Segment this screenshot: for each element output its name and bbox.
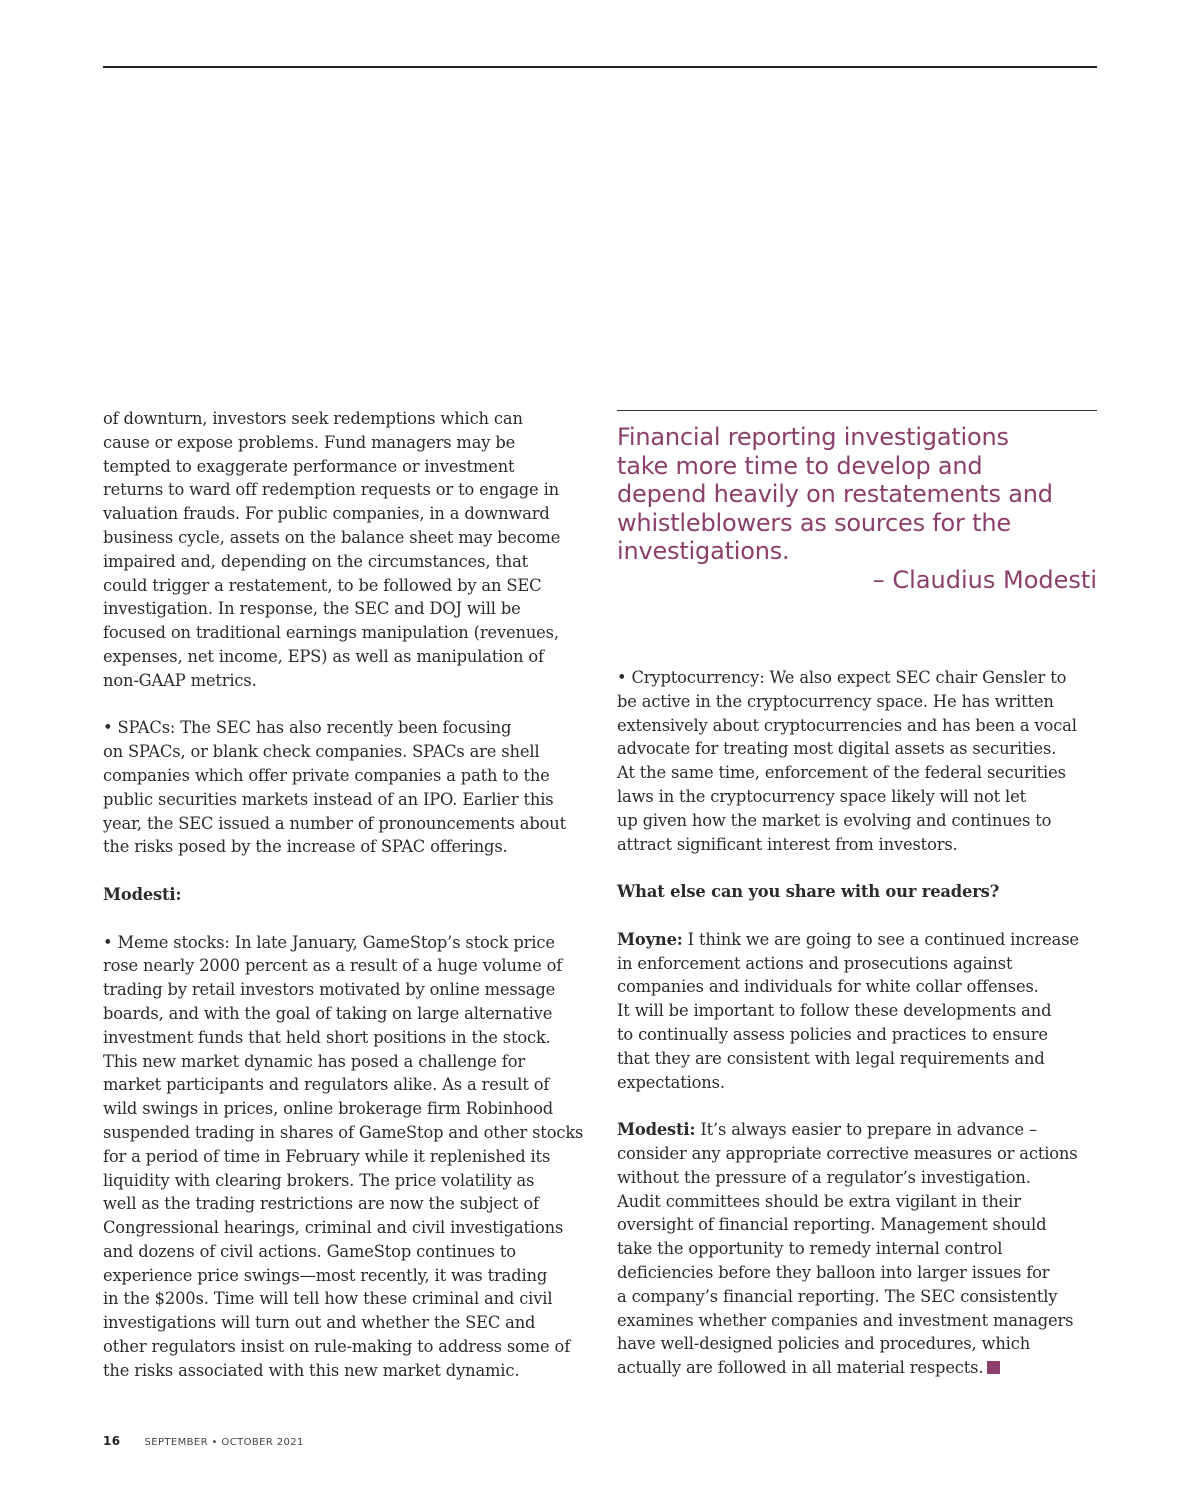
question-heading: What else can you share with our readers? (617, 882, 1000, 902)
end-of-article-square-icon (987, 1361, 1000, 1374)
top-divider (103, 66, 1097, 68)
speaker-label-moyne: Moyne: (617, 929, 683, 949)
pull-quote (617, 410, 1097, 595)
issue-date: SEPTEMBER • OCTOBER 2021 (144, 1437, 304, 1448)
paragraph-spacs: • SPACs: The SEC has also recently been focusing on SPACs, or blank check companies. SPACs are shell companies which offer private companies a path to the public securities markets instead of an IPO. Earlier this year, the SEC issued a number of pronouncements about the risks posed by the increase of SPAC offerings. (103, 718, 567, 857)
paragraph-modesti-answer (617, 1118, 1099, 1380)
speaker-heading-modesti: Modesti: (103, 884, 182, 904)
page-footer (103, 1434, 304, 1448)
pull-quote-attribution: – Claudius Modesti (872, 565, 1097, 594)
left-column (103, 407, 585, 1406)
right-column (617, 666, 1099, 1404)
speaker-label-modesti: Modesti: (617, 1120, 696, 1140)
paragraph-cryptocurrency: • Cryptocurrency: We also expect SEC chair Gensler to be active in the cryptocurrency space. He has written extensively about cryptocurrencies and has been a vocal advocate for treating most digital assets as securities. At the same time, enforcement of the federal securities laws in the cryptocurrency space likely will not let up given how the market is evolving and continues to attract significant interest from investors. (617, 668, 1077, 854)
moyne-answer-text: I think we are going to see a continued increase in enforcement actions and prosecutions against companies and individuals for white collar offenses. It will be important to follow these developments and to continually assess policies and practices to ensure that they are consistent with legal requirements and expectations. (617, 929, 1079, 1092)
pull-quote-text: Financial reporting investigations take more time to develop and depend heavily on restatements and whistleblowers as sources for the investigations. (617, 423, 1053, 566)
modesti-answer-text: It’s always easier to prepare in advance – consider any appropriate corrective measures or actions without the pressure of a regulator’s investigation. Audit committees should be extra vigilant in their oversight of financial reporting. Management should take the opportunity to remedy internal control deficiencies before they balloon into larger issues for a company’s financial reporting. The SEC consistently examines whether companies and investment managers have well-designed policies and procedures, which actually are followed in all material respects. (617, 1120, 1078, 1378)
paragraph-moyne-answer (617, 928, 1099, 1095)
paragraph-downturn: of downturn, investors seek redemptions which can cause or expose problems. Fund managers may be tempted to exaggerate performance or investment returns to ward off redemption requests or to engage in valuation frauds. For public companies, in a downward business cycle, assets on the balance sheet may become impaired and, depending on the circumstances, that could trigger a restatement, to be followed by an SEC investigation. In response, the SEC and DOJ will be focused on traditional earnings manipulation (revenues, expenses, net income, EPS) as well as manipulation of non-GAAP metrics. (103, 409, 561, 690)
paragraph-meme-stocks: • Meme stocks: In late January, GameStop’s stock price rose nearly 2000 percent as a result of a huge volume of trading by retail investors motivated by online message boards, and with the goal of taking on large alternative investment funds that held short positions in the stock. This new market dynamic has posed a challenge for market participants and regulators alike. As a result of wild swings in prices, online brokerage firm Robinhood suspended trading in shares of GameStop and other stocks for a period of time in February while it replenished its liquidity with clearing brokers. The price volatility as well as the trading restrictions are now the subject of Congressional hearings, criminal and civil investigations and dozens of civil actions. GameStop continues to experience price swings—most recently, it was trading in the $200s. Time will tell how these criminal and civil investigations will turn out and whether the SEC and other regulators insist on rule-making to address some of the risks associated with this new market dynamic. (103, 932, 584, 1380)
page-number: 16 (103, 1434, 121, 1448)
